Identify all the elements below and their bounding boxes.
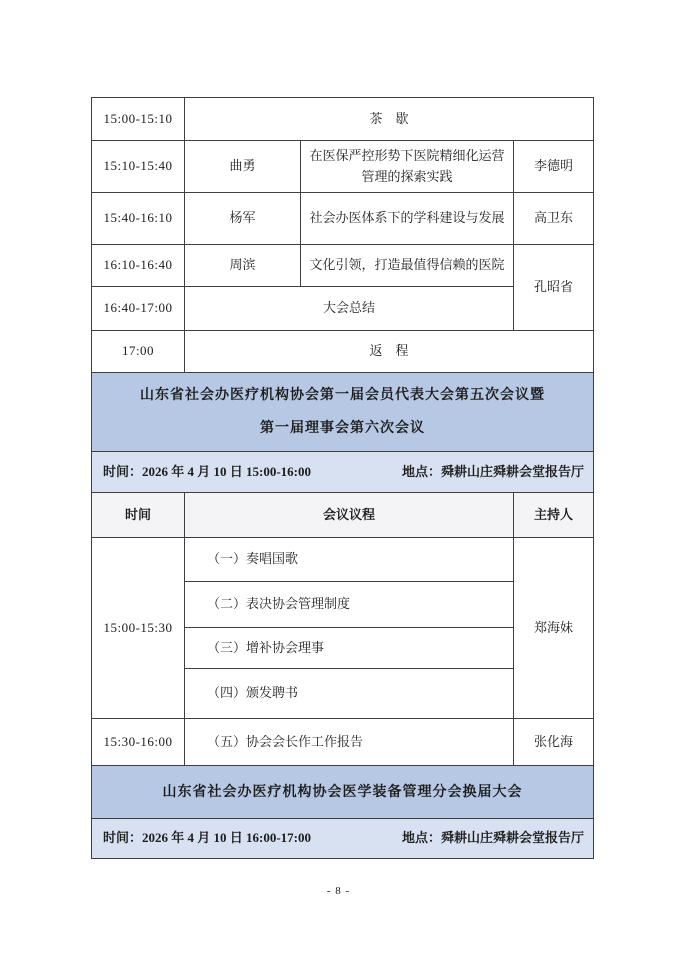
speaker-cell: 周滨 — [185, 245, 301, 287]
host-cell: 高卫东 — [514, 193, 594, 245]
session-content-cell: 大会总结 — [185, 287, 514, 331]
speaker-cell: 杨军 — [185, 193, 301, 245]
meeting-title-band — [92, 373, 594, 452]
table-row — [92, 766, 594, 819]
time-cell: 15:30-16:00 — [92, 719, 185, 766]
topic-cell: 文化引领，打造最值得信赖的医院 — [301, 245, 514, 287]
host-cell: 孔昭省 — [514, 245, 594, 331]
meeting-time-label: 时间：2026 年 4 月 10 日 16:00-17:00 — [103, 830, 311, 846]
column-header-time: 时间 — [92, 493, 185, 538]
agenda-item-cell: （一）奏唱国歌 — [185, 538, 514, 582]
meeting-title-band — [92, 766, 594, 819]
time-cell: 15:40-16:10 — [92, 193, 185, 245]
time-cell: 15:00-15:30 — [92, 538, 185, 719]
topic-cell: 社会办医体系下的学科建设与发展 — [301, 193, 514, 245]
table-row — [92, 245, 594, 287]
time-cell: 16:40-17:00 — [92, 287, 185, 331]
meeting-place-label: 地点：舜耕山庄舜耕会堂报告厅 — [402, 830, 585, 846]
agenda-item-cell: （三）增补协会理事 — [185, 628, 514, 669]
speaker-cell: 曲勇 — [185, 141, 301, 193]
table-row — [92, 98, 594, 141]
meeting-info-row — [92, 452, 594, 493]
table-header-row — [92, 493, 594, 538]
conference-agenda-table — [91, 97, 594, 859]
meeting-time-label: 时间：2026 年 4 月 10 日 15:00-16:00 — [103, 463, 311, 479]
table-row — [92, 538, 594, 582]
table-row — [92, 719, 594, 766]
session-content-cell: 返 程 — [185, 331, 594, 373]
time-cell: 17:00 — [92, 331, 185, 373]
table-row — [92, 819, 594, 859]
page-number: - 8 - — [326, 885, 351, 897]
host-cell: 郑海妹 — [514, 538, 594, 719]
table-row — [92, 331, 594, 373]
table-row — [92, 141, 594, 193]
time-cell: 15:10-15:40 — [92, 141, 185, 193]
table-row — [92, 452, 594, 493]
meeting-info-row — [92, 819, 594, 859]
host-cell: 张化海 — [514, 719, 594, 766]
meeting-title-line: 第一届理事会第六次会议 — [260, 421, 425, 436]
host-cell: 李德明 — [514, 141, 594, 193]
table-row — [92, 193, 594, 245]
agenda-item-cell: （二）表决协会管理制度 — [185, 582, 514, 628]
session-content-cell: 茶 歇 — [185, 98, 594, 141]
column-header-agenda: 会议议程 — [185, 493, 514, 538]
meeting-place-label: 地点：舜耕山庄舜耕会堂报告厅 — [402, 463, 585, 479]
topic-cell: 在医保严控形势下医院精细化运营管理的探索实践 — [301, 141, 514, 193]
meeting-title-line: 山东省社会办医疗机构协会医学装备管理分会换届大会 — [162, 784, 523, 800]
meeting-title-line: 山东省社会办医疗机构协会第一届会员代表大会第五次会议暨 — [140, 388, 545, 403]
time-cell: 15:00-15:10 — [92, 98, 185, 141]
table-row — [92, 373, 594, 452]
agenda-item-cell: （五）协会会长作工作报告 — [185, 719, 514, 766]
agenda-item-cell: （四）颁发聘书 — [185, 669, 514, 719]
time-cell: 16:10-16:40 — [92, 245, 185, 287]
column-header-host: 主持人 — [514, 493, 594, 538]
